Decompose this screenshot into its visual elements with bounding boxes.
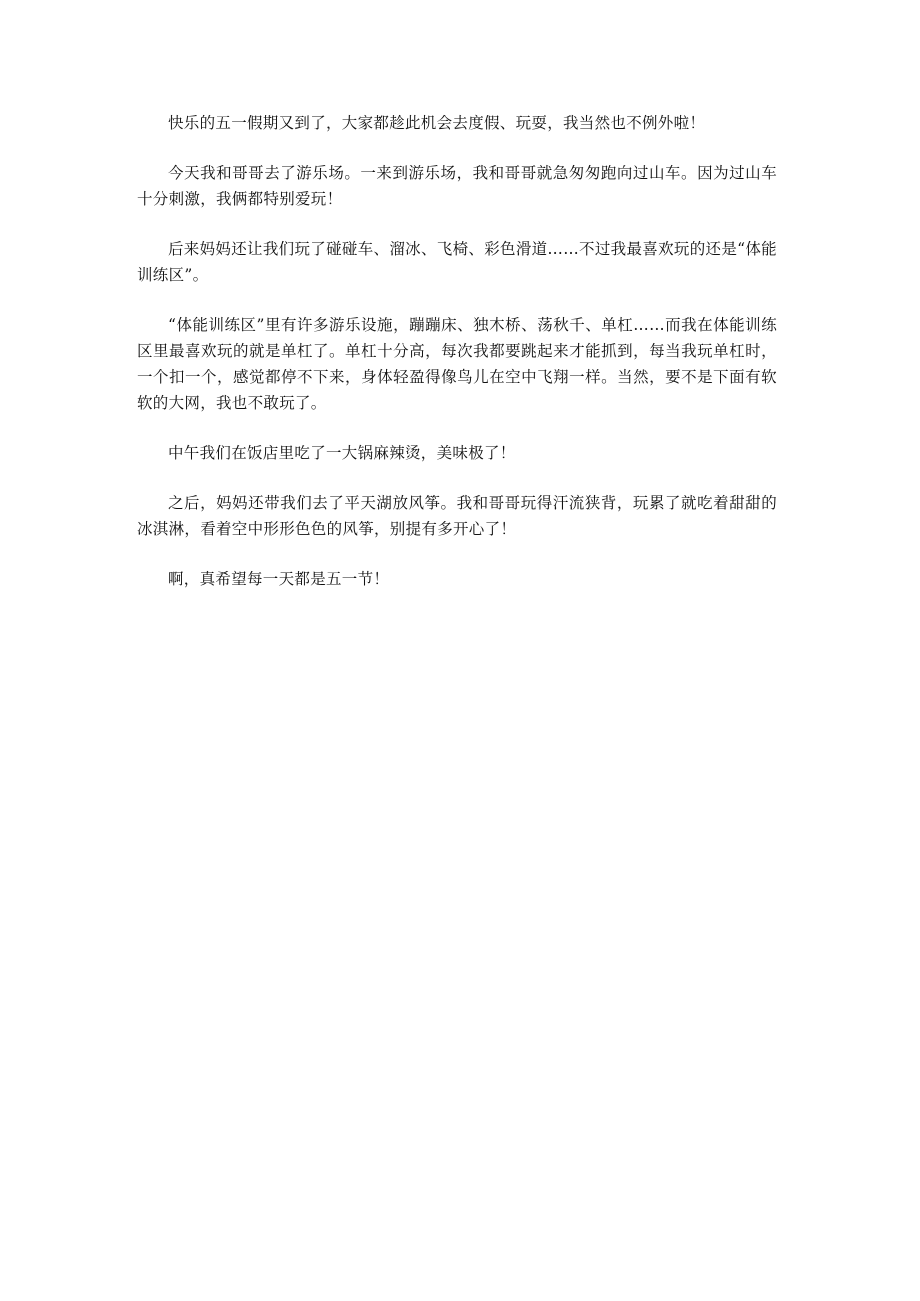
paragraph-7: 啊，真希望每一天都是五一节！ — [168, 570, 390, 588]
paragraph-3: 后来妈妈还让我们玩了碰碰车、溜冰、飞椅、彩色滑道……不过我最喜欢玩的还是“体能训练区”。 — [137, 240, 777, 284]
paragraph-2: 今天我和哥哥去了游乐场。一来到游乐场，我和哥哥就急匆匆跑向过山车。因为过山车十分刺激，我俩都特别爱玩！ — [137, 164, 777, 208]
paragraph-4: “体能训练区”里有许多游乐设施，蹦蹦床、独木桥、荡秋千、单杠……而我在体能训练区里最喜欢玩的就是单杠了。单杠十分高，每次我都要跳起来才能抓到，每当我玩单杠时，一个扣一个，感觉都停不下来，身体轻盈得像鸟儿在空中飞翔一样。当然，要不是下面有软软的大网，我也不敢玩了。 — [137, 316, 777, 412]
essay-body — [137, 110, 777, 616]
paragraph-6: 之后，妈妈还带我们去了平天湖放风筝。我和哥哥玩得汗流狭背，玩累了就吃着甜甜的冰淇淋，看着空中形形色色的风筝，别提有多开心了！ — [137, 494, 777, 538]
paragraph-5: 中午我们在饭店里吃了一大锅麻辣烫，美味极了！ — [168, 444, 516, 462]
paragraph-1: 快乐的五一假期又到了，大家都趁此机会去度假、玩耍，我当然也不例外啦！ — [168, 114, 706, 132]
